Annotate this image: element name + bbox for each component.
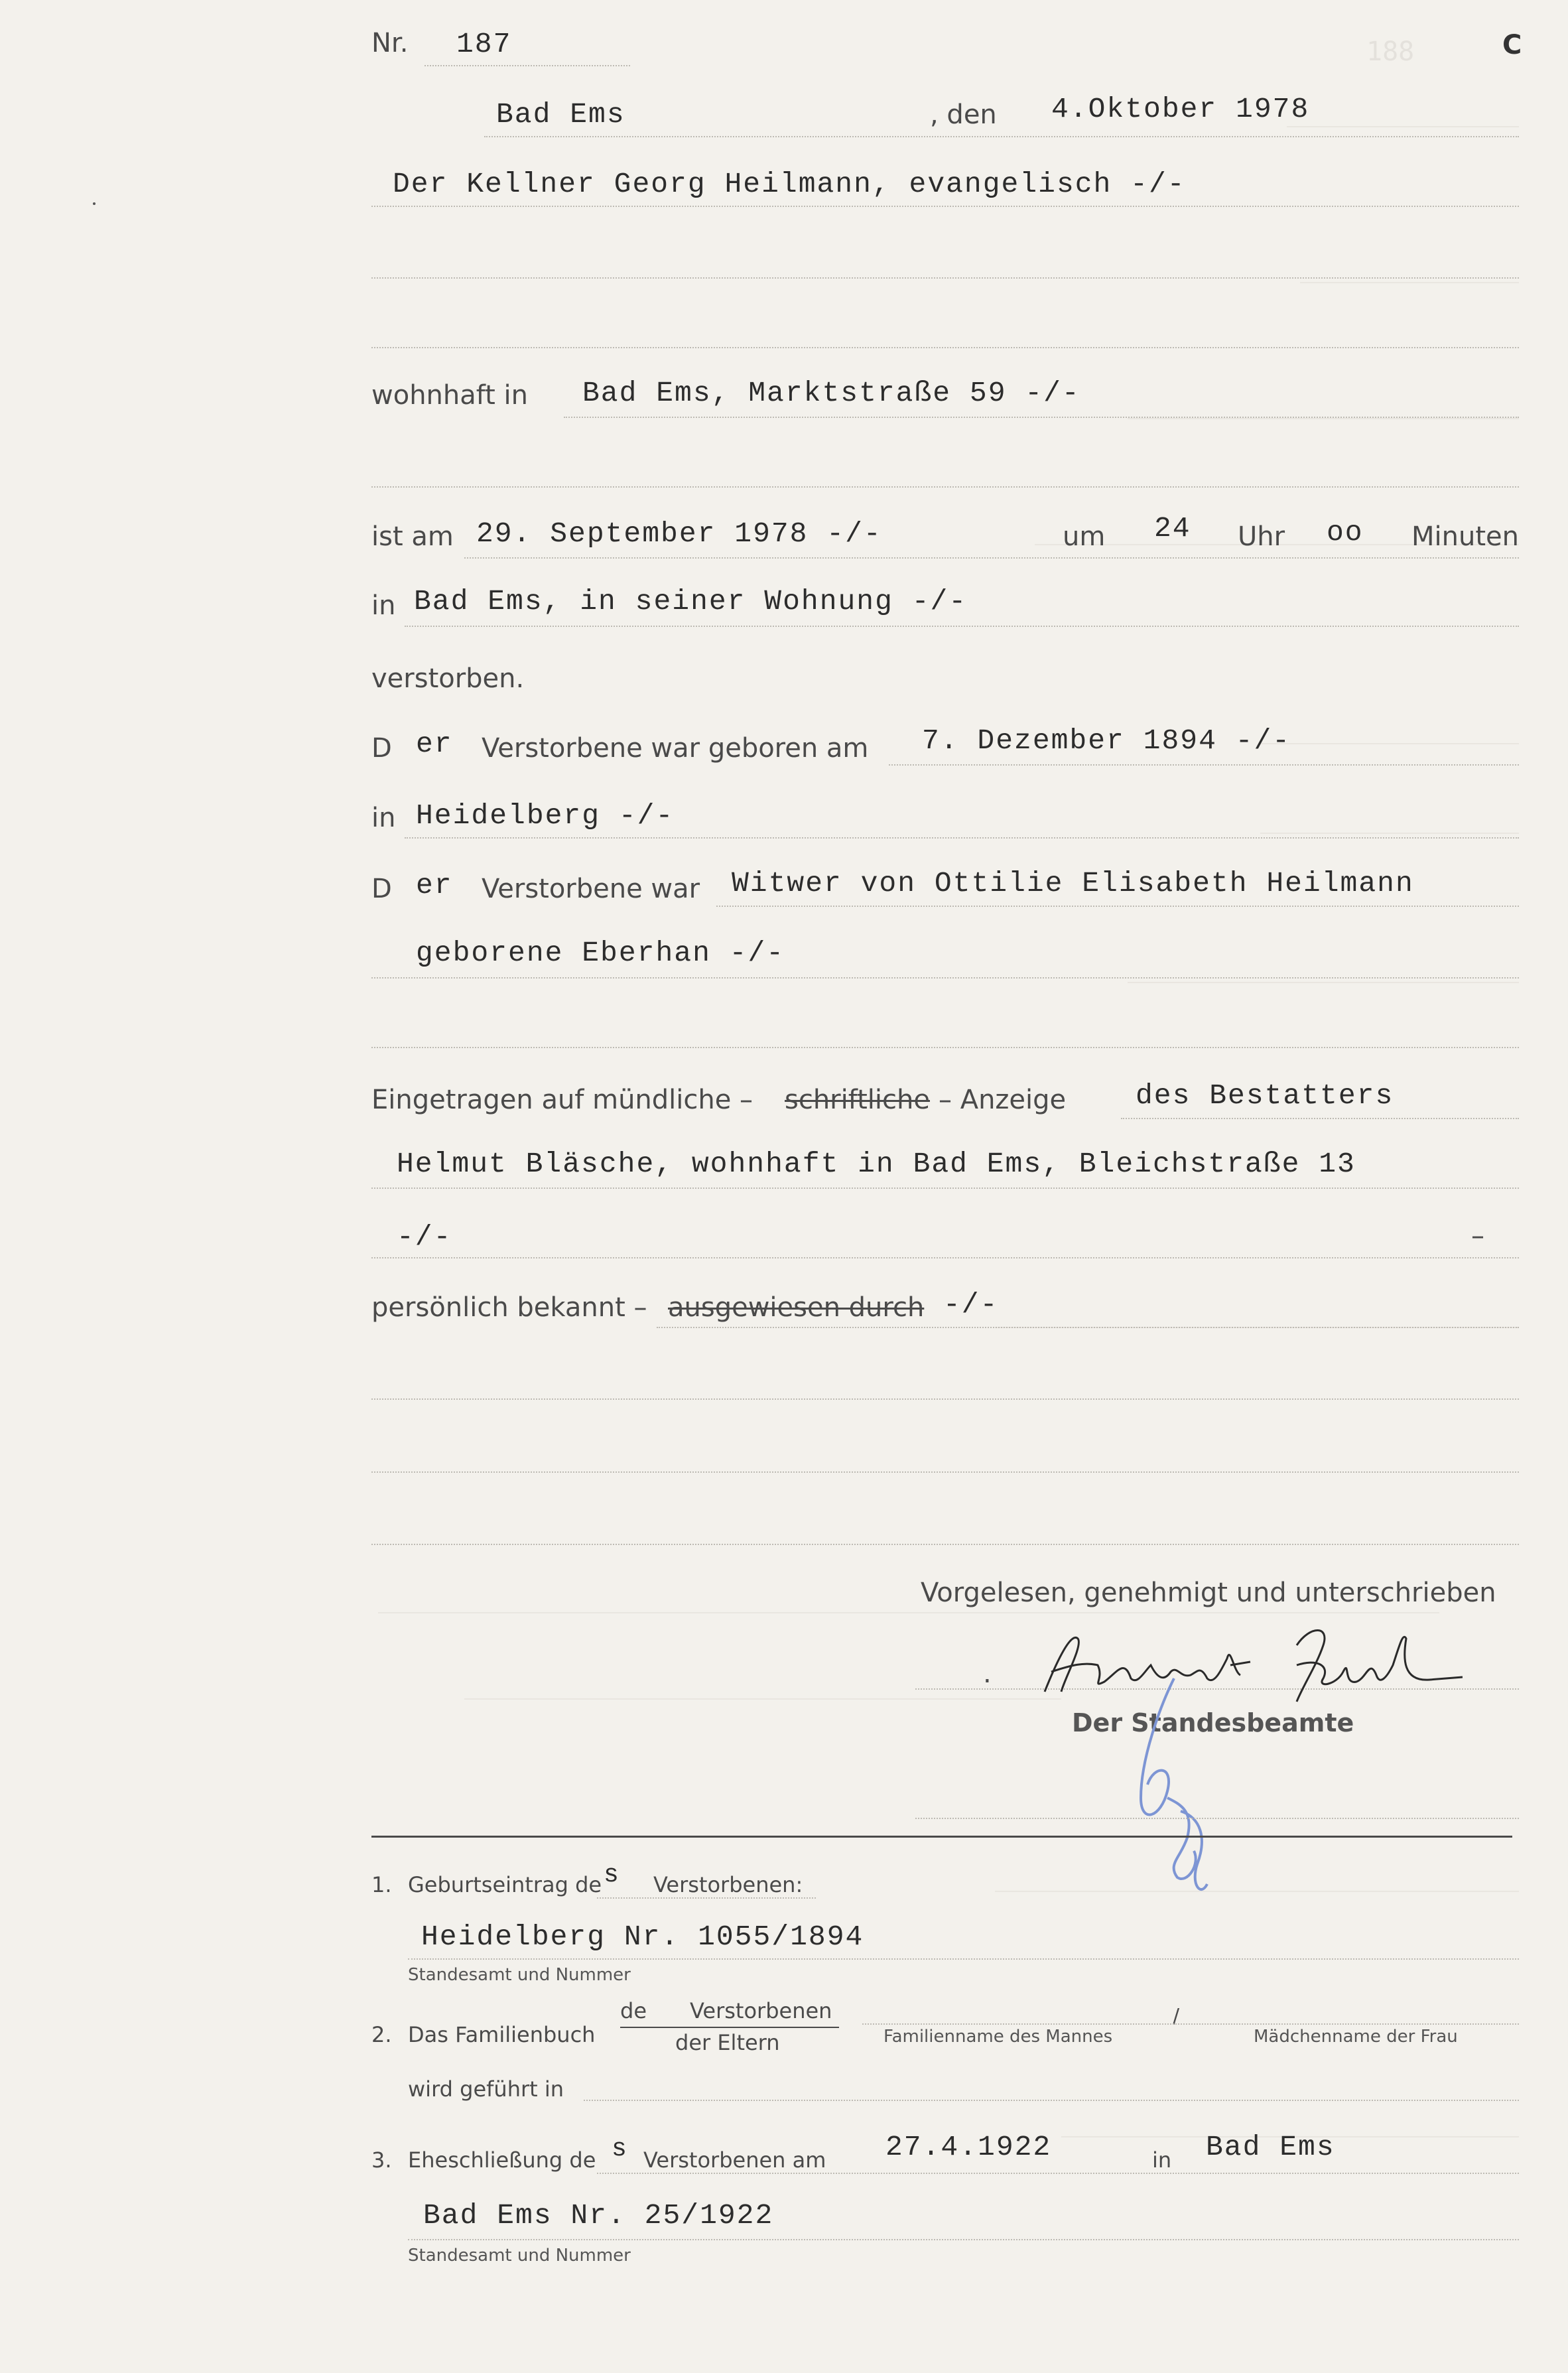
item1-label-line bbox=[597, 1897, 816, 1899]
reporter-role: des Bestatters bbox=[1136, 1079, 1394, 1112]
marital-d-label: D bbox=[371, 874, 392, 904]
item1-label-2: Verstorbenen: bbox=[653, 1872, 803, 1897]
marital-line-1 bbox=[716, 906, 1519, 907]
birth-place: Heidelberg -/- bbox=[416, 799, 675, 832]
item1-caption: Standesamt und Nummer bbox=[408, 1965, 631, 1985]
birth-entry-value: Heidelberg Nr. 1055/1894 bbox=[421, 1921, 864, 1953]
um-label: um bbox=[1063, 521, 1106, 552]
item3-label: Eheschließung de bbox=[408, 2147, 596, 2173]
item3-line bbox=[597, 2173, 1519, 2174]
letter-c: C bbox=[1502, 30, 1522, 60]
bekannt-line bbox=[657, 1327, 1519, 1328]
birth-label: Verstorbene war geboren am bbox=[482, 733, 869, 764]
death-place: Bad Ems, in seiner Wohnung -/- bbox=[414, 585, 968, 618]
ausgewiesen-struck: ausgewiesen durch bbox=[668, 1292, 925, 1323]
death-date-line bbox=[464, 557, 1519, 559]
marital-label: Verstorbene war bbox=[482, 874, 700, 904]
deceased-line-2 bbox=[371, 277, 1519, 279]
deceased-line-1 bbox=[371, 206, 1519, 207]
marriage-entry-value: Bad Ems Nr. 25/1922 bbox=[423, 2199, 774, 2232]
vorgelesen-label: Vorgelesen, genehmigt und unterschrieben bbox=[921, 1578, 1496, 1608]
death-hour: 24 bbox=[1154, 512, 1191, 545]
minuten-label: Minuten bbox=[1411, 521, 1519, 552]
blank-line-2 bbox=[371, 1471, 1519, 1473]
nr-label: Nr. bbox=[371, 28, 409, 58]
den-label: , den bbox=[930, 100, 997, 130]
item2-maiden-name-caption: Mädchenname der Frau bbox=[1254, 2027, 1458, 2047]
item2-fraction-bar bbox=[620, 2027, 839, 2028]
official-signature bbox=[1114, 1665, 1234, 1917]
marital-status-line-2: geborene Eberhan -/- bbox=[416, 937, 785, 969]
place-of-registration: Bad Ems bbox=[496, 98, 625, 131]
item2-wird-line bbox=[584, 2100, 1519, 2101]
item1-value-line bbox=[408, 1958, 1519, 1960]
nr-line bbox=[425, 65, 630, 66]
marriage-place: Bad Ems bbox=[1206, 2131, 1335, 2163]
bekannt-mark: -/- bbox=[943, 1288, 999, 1321]
death-place-line bbox=[405, 626, 1519, 627]
bekannt-label: persönlich bekannt – bbox=[371, 1292, 647, 1323]
item2-verstorbenen: Verstorbenen bbox=[690, 1998, 832, 2023]
birth-gender-suffix: er bbox=[416, 728, 453, 760]
item2-wird-label: wird geführt in bbox=[408, 2076, 564, 2102]
bleed-through: 188 bbox=[0, 0, 1568, 2373]
residence-value: Bad Ems, Marktstraße 59 -/- bbox=[582, 377, 1080, 409]
item2-slash: / bbox=[1173, 2005, 1180, 2028]
death-in-label: in bbox=[371, 590, 396, 621]
birth-date: 7. Dezember 1894 -/- bbox=[922, 724, 1291, 757]
register-number: 187 bbox=[456, 28, 512, 60]
marital-status-line-1: Witwer von Ottilie Elisabeth Heilmann bbox=[732, 867, 1414, 900]
item1-gender-suffix: s bbox=[604, 1861, 620, 1889]
ist-am-label: ist am bbox=[371, 521, 454, 552]
item3-in: in bbox=[1152, 2147, 1172, 2173]
item2-label: Das Familienbuch bbox=[408, 2022, 596, 2047]
residence-line-2 bbox=[371, 486, 1519, 488]
birth-d-label: D bbox=[371, 733, 392, 764]
marital-line-3 bbox=[371, 1047, 1519, 1048]
item3-gender-suffix: s bbox=[612, 2135, 628, 2163]
item3-caption: Standesamt und Nummer bbox=[408, 2246, 631, 2266]
blank-line-1 bbox=[371, 1398, 1519, 1400]
seal-line bbox=[915, 1818, 1519, 1819]
birth-in-label: in bbox=[371, 803, 396, 833]
dash-mark: – bbox=[1471, 1221, 1484, 1251]
residence-label: wohnhaft in bbox=[371, 380, 528, 411]
marriage-date: 27.4.1922 bbox=[885, 2131, 1052, 2163]
uhr-label: Uhr bbox=[1238, 521, 1285, 552]
reporter-line-1 bbox=[1121, 1118, 1519, 1119]
item3-label-2: Verstorbenen am bbox=[643, 2147, 826, 2173]
residence-line bbox=[564, 417, 1519, 418]
marital-line-2 bbox=[371, 977, 1519, 979]
registration-date: 4.Oktober 1978 bbox=[1051, 93, 1310, 125]
death-date: 29. September 1978 -/- bbox=[476, 517, 882, 550]
verstorben-label: verstorben. bbox=[371, 663, 525, 694]
item1-label: Geburtseintrag de bbox=[408, 1872, 602, 1897]
item1-number: 1. bbox=[371, 1872, 392, 1897]
eingetragen-label: Eingetragen auf mündliche – bbox=[371, 1085, 753, 1115]
item3-value-line bbox=[408, 2239, 1519, 2240]
reporter-line-3 bbox=[371, 1257, 1519, 1258]
place-line bbox=[484, 136, 1519, 137]
deceased-line-3 bbox=[371, 347, 1519, 348]
signature-dot: . bbox=[983, 1659, 992, 1689]
item2-name-line bbox=[862, 2023, 1519, 2025]
informant-signature bbox=[1031, 1619, 1469, 1705]
birth-date-line bbox=[889, 764, 1519, 766]
marital-gender-suffix: er bbox=[416, 869, 453, 902]
stray-mark bbox=[93, 202, 96, 205]
item2-eltern: der Eltern bbox=[675, 2030, 780, 2055]
item2-family-name-caption: Familienname des Mannes bbox=[883, 2027, 1113, 2047]
deceased-name-line: Der Kellner Georg Heilmann, evangelisch -/- bbox=[393, 168, 1186, 200]
item2-number: 2. bbox=[371, 2022, 392, 2047]
blank-line-3 bbox=[371, 1544, 1519, 1545]
birth-place-line bbox=[405, 837, 1519, 839]
anzeige-label: – Anzeige bbox=[939, 1085, 1067, 1115]
schriftliche-struck: schriftliche bbox=[785, 1085, 930, 1115]
item2-de: de bbox=[620, 1998, 647, 2023]
death-minutes: oo bbox=[1327, 516, 1364, 549]
footer-divider bbox=[371, 1836, 1512, 1838]
reporter-mark: -/- bbox=[397, 1221, 452, 1253]
reporter-details: Helmut Bläsche, wohnhaft in Bad Ems, Bleichstraße 13 bbox=[397, 1148, 1356, 1180]
standesbeamte-label: Der Standesbeamte bbox=[1072, 1708, 1354, 1737]
item3-number: 3. bbox=[371, 2147, 392, 2173]
reporter-line-2 bbox=[371, 1187, 1519, 1189]
